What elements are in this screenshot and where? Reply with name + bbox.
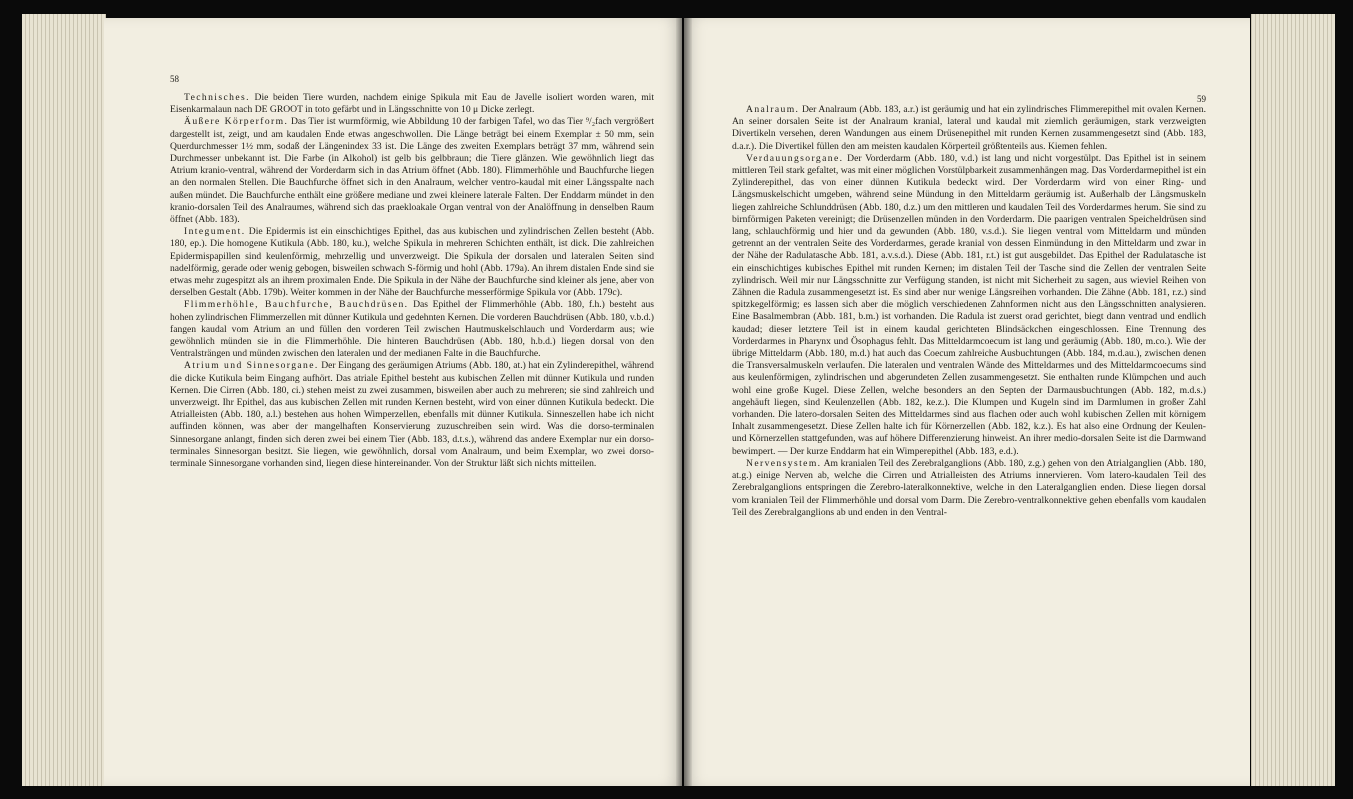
paragraph-heading: Nervensystem. (746, 457, 822, 469)
paragraph (732, 104, 1206, 153)
paragraph-text: Am kranialen Teil des Zerebralganglions (Abb. 180, z.g.) gehen von den Atrialganglien (Abb. 180, at.g.) einige Nerven ab, welche die Cirren und Atrialleisten des Atriums innervieren. Vom latero-kaudalen Teil des Zerebralganglions entspringen die Zerebro-lateralkonnektive, welche in den Lateralganglien enden. Diese liegen dorsal vom kranialen Teil der Flimmerhöhle und dorsal vom Darm. Die Zerebro-ventralkonnektive gehen ebenfalls vom kaudalen Teil des Zerebralganglions ab und enden in den Ventral- (732, 457, 1206, 518)
book-gutter (676, 18, 692, 786)
page-number: 58 (170, 74, 179, 84)
paragraph (732, 153, 1206, 458)
right-page-body (732, 104, 1206, 519)
paragraph (170, 92, 654, 116)
left-page-body (170, 92, 654, 470)
right-page-edges (1251, 14, 1335, 786)
left-page (104, 18, 682, 786)
paragraph-heading: Äußere Körperform. (184, 116, 289, 128)
paragraph-text: Die beiden Tiere wurden, nachdem einige Spikula mit Eau de Javelle isoliert worden waren, mit Eisenkarmalaun nach DE GROOT in toto gefärbt und in Längsschnitte von 10 μ Dicke zerlegt. (170, 92, 654, 116)
paragraph-text: Der Vorderdarm (Abb. 180, v.d.) ist lang und nicht vorgestülpt. Das Epithel ist in seinem mittleren Teil stark gefaltet, was mit einer möglichen Vorstülpbarkeit zusammenhängen mag. Das Vorderdarmepithel ist ein Zylinderepithel, das von einer dünnen Kutikula bedeckt wird. Der Vorderdarm wird von einer Ring- und Längsmuskelschicht umgeben, während seine Mündung in den Mitteldarm geräumig ist. Außerhalb der Längsmuskeln liegen zahlreiche Schlunddrüsen (Abb. 180, d.z.) um den mittleren und kaudalen Teil des Vorderdarmes herum. Sie sind zu birnförmigen Paketen vereinigt; die Drüsenzellen münden in den Vorderdarm. Die paarigen ventralen Speicheldrüsen sind lang, schlauchförmig und hier und da gewunden (Abb. 180, v.s.d.). Sie liegen ventral vom Mitteldarm und münden getrennt an der ventralen Seite des Vorderdarmes, gerade kranial von dessen Einmündung in den Mitteldarm und zwar in der Nähe der Radulatasche Abb. 181, a.v.s.d.). Diese (Abb. 181, r.t.) ist gut ausgebildet. Das Epithel der Radulatasche ist ein einschichtiges kubisches Epithel mit runden Kernen; im distalen Teil der Tasche sind die Zellen der ventralen Seite zylindrisch. Weil mir nur Längsschnitte zur Verfügung standen, ist nicht mit Sicherheit zu sagen, aus wieviel Reihen von Zähnen die Radula zusammengesetzt ist. Es sind aber nur wenige Längsreihen vorhanden. Die Zähne (Abb. 181, r.z.) sind spitzkegelförmig; es lassen sich aber die möglich verschiedenen Zahnformen nicht aus den Längsschnitten analysieren. Eine Basalmembran (Abb. 181, b.m.) ist vorhanden. Die Radula ist zuerst orad gerichtet, biegt dann ventrad und endlich kaudad; dieser letztere Teil ist in einem kaudal gerichteten Blindsäckchen eingeschlossen. Eine Trennung des Vorderdarmes in Pharynx und Ösophagus fehlt. Das Mitteldarmcoecum ist lang und geräumig (Abb. 180, m.co.). Wie der übrige Mitteldarm (Abb. 180, m.d.) hat auch das Coecum zahlreiche Ausbuchtungen (Abb. 184, m.d.au.), zwischen denen die Transversalmuskeln verlaufen. Die lateralen und ventralen Wände des Mitteldarmes und des Mitteldarmcoecums sind aus keulenförmigen, zylindrischen und abgerundeten Zellen zusammengesetzt. Sie enthalten runde Klümpchen und auch wohl eine große Kugel. Diese Zellen, welche besonders an den Septen der Darmausbuchtungen (Abb. 182, m.d.s.) angehäuft liegen, sind Keulenzellen (Abb. 182, ke.z.). Die Klumpen und Kugeln sind im Darmlumen in großer Zahl vorhanden. Die latero-dorsalen Seiten des Mitteldarmes sind aus flachen oder auch wohl kubischen Zellen mit körnigem Inhalt zusammengesetzt. Diese Zellen halte ich für Körnerzellen (Abb. 182, k.z.). Es hat also eine Ordnung der Keulen- und Körnerzellen stattgefunden, was auf höhere Differenzierung hinweist. An ihrer medio-dorsalen Seite ist die Darmwand bewimpert. — Der kurze Enddarm hat ein Wimperepithel (Abb. 183, e.d.). (732, 152, 1206, 457)
paragraph (170, 116, 654, 226)
page-number: 59 (1197, 94, 1206, 104)
paragraph (732, 458, 1206, 519)
paragraph (170, 226, 654, 299)
paragraph-heading: Flimmerhöhle, Bauchfurche, Bauchdrüsen. (184, 299, 409, 311)
paragraph-text: Der Eingang des geräumigen Atriums (Abb. 180, at.) hat ein Zylinderepithel, während die dicke Kutikula beim Eingang aufhört. Das atriale Epithel besteht aus kubischen Zellen mit dünner Kutikula und runden Kernen. Die Cirren (Abb. 180, ci.) stehen meist zu zwei zusammen, bisweilen aber auch zu mehreren; sie sind zahlreich und unverzweigt. Ihr Epithel, das aus kubischen Zellen mit runden Kernen besteht, wird von einer dünnen Kutikula bedeckt. Die Atrialleisten (Abb. 180, a.l.) bestehen aus hohen Wimperzellen, ebenfalls mit dünner Kutikula. Sinneszellen habe ich nicht auffinden können, was aber der mangelhaften Konservierung zuzuschreiben sein wird. Was die dorso-terminalen Sinnesorgane anlangt, finden sich deren zwei bei einem Tier (Abb. 183, d.t.s.), während das andere Exemplar nur ein dorso-terminales Sinnesorgan besitzt. Sie liegen, wie gewöhnlich, dorsal vom Analraum, und beim Exemplar, wo zwei dorso-terminale Sinnesorgane vorhanden sind, liegen diese hintereinander. Von der Struktur läßt sich nichts mitteilen. (170, 360, 654, 470)
paragraph-text: Das Epithel der Flimmerhöhle (Abb. 180, f.h.) besteht aus hohen zylindrischen Flimmerzellen mit dünner Kutikula und gedehnten Kernen. Die vorderen Bauchdrüsen (Abb. 180, v.b.d.) fangen kaudal vom Atrium an und füllen den vorderen Teil zwischen Hautmuskelschlauch und Vorderdarm aus; wie gewöhnlich münden sie in die Flimmerhöhle. Die hinteren Bauchdrüsen (Abb. 180, h.b.d.) liegen dorsal von den Ventralsträngen und münden zwischen den lateralen und der medianen Falte in die Bauchfurche. (170, 299, 655, 360)
paragraph-heading: Verdauungsorgane. (746, 152, 844, 164)
paragraph-text: Die Epidermis ist ein einschichtiges Epithel, das aus kubischen und zylindrischen Zellen besteht (Abb. 180, ep.). Die homogene Kutikula (Abb. 180, ku.), welche Spikula in mehreren Schichten enthält, ist dick. Die zahlreichen Epidermispapillen sind keulenförmig, mehrzellig und unverzweigt. Die Spikula der dorsalen und lateralen Seiten sind nadelförmig, gerade oder wenig gebogen, bisweilen schwach S-förmig und hohl (Abb. 179a). An ihrem distalen Ende sind sie etwas mehr zugespitzt als an ihrem proximalen Ende. Die Spikula in der Nähe der Bauchfurche sind kleiner als jene, aber von derselben Gestalt (Abb. 179b). Weiter kommen in der Nähe der Bauchfurche messerförmige Spikula vor (Abb. 179c). (170, 226, 654, 299)
right-page (684, 18, 1250, 786)
paragraph-text: Das Tier ist wurmförmig, wie Abbildung 10 der farbigen Tafel, wo das Tier ⁹/₂fach vergrößert dargestellt ist, zeigt, und am kaudalen Ende etwas angeschwollen. Die Länge beträgt bei einem Exemplar ± 50 mm, sein Querdurchmesser 1½ mm, sodaß der Längenindex 33 ist. Die Länge des zweiten Exemplars beträgt 37 mm, während sein Durchmesser unbekannt ist. Die Farbe (in Alkohol) ist gelb bis gelbbraun; die Tiere glänzen. Wie gewöhnlich liegt das Atrium kranio-ventral, während der Vorderdarm sich in das Atrium öffnet (Abb. 180). Flimmerhöhle und Bauchfurche liegen an den normalen Stellen. Die Bauchfurche öffnet sich in den Analraum, welcher ventro-kaudal mit einer Längsspalte nach außen mündet. Die Bauchfurche enthält eine größere mediane und zwei kleinere laterale Falten. Der Enddarm mündet in den kranio-dorsalen Teil des Analraumes, während sich das praekloakale Organ ventral von der Analöffnung in denselben Raum öffnet (Abb. 183). (170, 116, 654, 226)
paragraph-heading: Analraum. (746, 104, 800, 115)
paragraph-text: Der Analraum (Abb. 183, a.r.) ist geräumig und hat ein zylindrisches Flimmerepithel mit ovalen Kernen. An seiner dorsalen Seite ist der Analraum kranial, lateral und kaudal mit ziemlich geräumigen, stark verzweigten Divertikeln versehen, deren Wandungen aus einem Drüsenepithel mit runden Kernen zusammengesetzt sind (Abb. 183, d.a.r.). Die Divertikel füllen den am meisten kaudalen Körperteil größtenteils aus. Kiemen fehlen. (732, 104, 1206, 152)
paragraph-heading: Atrium und Sinnesorgane. (184, 360, 319, 372)
left-page-edges (22, 14, 106, 786)
paragraph-heading: Technisches. (184, 92, 250, 103)
paragraph (170, 360, 654, 470)
paragraph (170, 299, 654, 360)
paragraph-heading: Integument. (184, 226, 246, 238)
